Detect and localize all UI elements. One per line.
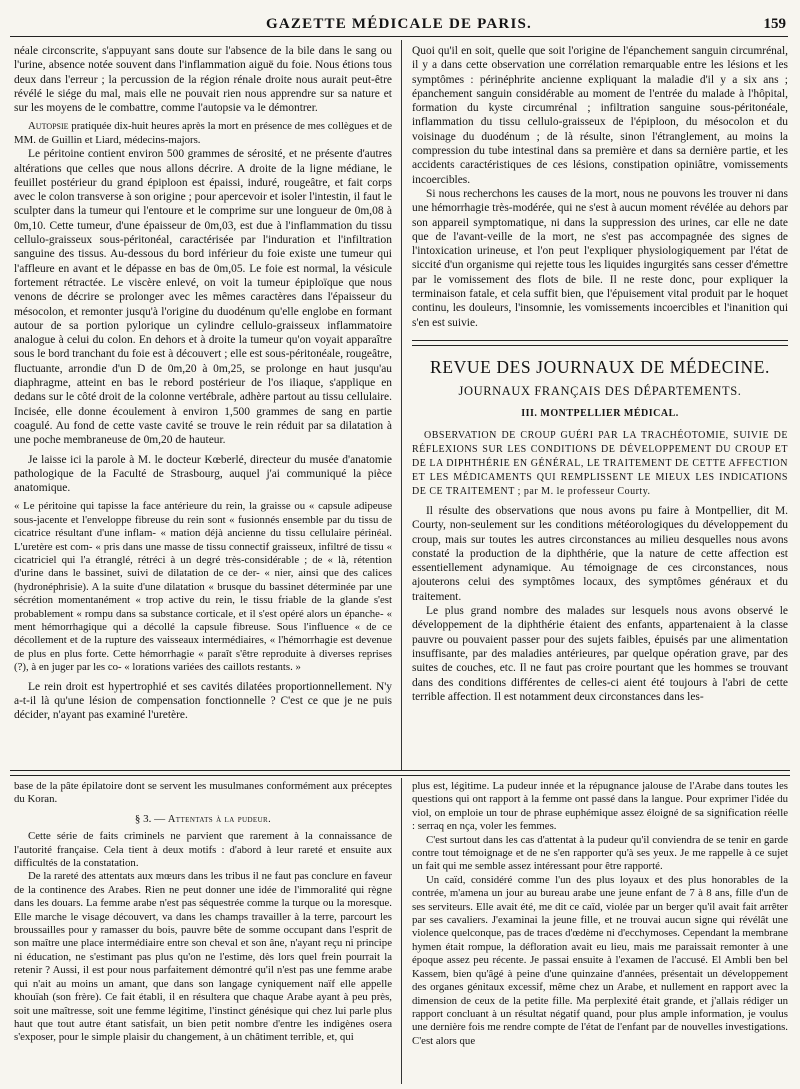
revue-subtitle: JOURNAUX FRANÇAIS DES DÉPARTEMENTS. (458, 383, 742, 398)
paragraph: Cette série de faits criminels ne parvient que rarement à la connaissance de l'autorité française. Cela tient à deux motifs : d'abord à leur rareté et ensuite aux difficultés de la constatation. (14, 830, 392, 870)
autopsy-text: pratiquée dix-huit heures après la mort en présence de mes collègues et de MM. de Guillin et Liard, médecins-majors. (14, 120, 392, 146)
paragraph: Le rein droit est hypertrophié et ses cavités dilatées proportionnellement. N'y a-t-il là qu'une lésion de compensation fonctionnelle ? C'est ce que je ne puis décider, n'ayant pas examiné l'uretère. (14, 680, 392, 722)
paragraph: Si nous recherchons les causes de la mort, nous ne pouvons les trouver ni dans une hémorrhagie très-modérée, qui ne s'est à aucun moment révélée au dehors par son appareil symptomatique, ni dans la suppression des urines, car elle ne date que de l'avant-veille de la mort, ne s'est pas accompagnée des signes de l'intoxication urineuse, et l'on peut l'expliquer physiologiquement par l'état de siccité d'un organisme qui rejette tous les liquides ingurgités sans cesser d'émettre par le vomissement des flots de bile. Il ne reste donc, pour expliquer la terminaison fatale, et cela suffit bien, que l'épuisement vital produit par le hoquet continu, les douleurs, l'insomnie, les vomissements incoercibles et l'inanition qui s'en est suivie. (412, 187, 788, 329)
section-rule (412, 340, 788, 346)
page-number: 159 (763, 16, 786, 32)
right-column-bottom (412, 780, 788, 1085)
page-header (10, 14, 788, 37)
paragraph: plus est, légitime. La pudeur innée et la répugnance jalouse de l'Arabe dans toutes les questions qui ont rapport à la femme ont passé dans la langue. Pour exprimer l'idée du viol, on emploie un tour de phrase euphémique assez éloigné de sa signification réelle : serraq en nça, voler les femmes. (412, 780, 788, 833)
autopsy-lead: Autopsie (28, 120, 69, 133)
observation-title: OBSERVATION DE CROUP GUÉRI PAR LA TRACHÉOTOMIE, SUIVIE DE RÉFLEXIONS SUR LES CONDITIONS DE DÉVELOPPEMENT DU CROUP ET DE LA DIPHTHÉRIE EN GÉNÉRAL, LE TRAITEMENT DE CETTE AFFECTION ET LES MÉDICAMENTS QUI REMPLISSENT LE MIEUX LES INDICATIONS DE CE TRAITEMENT ; par M. le professeur Courty. (412, 429, 788, 497)
paragraph: néale circonscrite, s'appuyant sans doute sur l'absence de la bile dans le sang ou l'urine, absence notée souvent dans l'inflammation aiguë du foie. Nous étions tous deux dans l'erreur ; la percussion de la région rénale droite nous aurait peut-être révélé le siége du mal, mais elle ne pouvait rien nous apprendre sur sa nature et sur les moyens de le combattre, comme l'autopsie va le démontrer. (14, 45, 392, 115)
left-column-top (14, 44, 392, 766)
section-heading (14, 813, 392, 826)
revue-title: REVUE DES JOURNAUX DE MÉDECINE. (430, 356, 770, 377)
column-divider (401, 778, 402, 1084)
paragraph: base de la pâte épilatoire dont se servent les musulmanes conformément aux préceptes du Koran. (14, 780, 392, 806)
paragraph: Quoi qu'il en soit, quelle que soit l'origine de l'épanchement sanguin circumrénal, il y a dans cette observation une corrélation remarquable entre les lésions et les symptômes : périnéphrite ancienne expliquant la maladie d'il y a six ans ; épanchement sanguin considérable au moment de l'entrée du malade à l'hôpital, formation du kyste circumrénal ; infiltration sanguine sous-péritonéale, inflammation du tissu cellulo-graisseux de l'épiploon, du mésocolon et du voisinage du duodénum ; de là résulte, sinon l'étranglement, au moins la compression du tube intestinal dans sa première et dans sa dernière partie, et les accidents caractéristiques de ces lésions, constipation opiniâtre, vomissements incoercibles. (412, 45, 788, 186)
paragraph: Un caïd, considéré comme l'un des plus loyaux et des plus honorables de la contrée, m'amena un jour au bureau arabe une jeune enfant de 7 à 8 ans, fille d'un de ses serviteurs. Elle avait été, me dit ce caïd, violée par un berger qu'il avait fait arrêter par ses cavaliers. J'examinai la jeune fille, et ne trouvai aucun signe qui révélât une violence quelconque, pas de traces d'œdème ni d'ecchymoses. Cependant la membrane hymen était rompue, la défloration avait eu lieu, mais me paraissait remonter à une époque assez peu récente. Je passai ensuite à l'examen de l'accusé. El Ambli ben bel Kassem, bien qu'âgé à peine d'une quinzaine d'années, présentait un développement des organes génitaux excessif, même chez un Arabe, et nullement en rapport avec la dimension de ceux de la petite fille. Ma perplexité était grande, et j'allais rédiger un rapport concluant à un résultat négatif quand, pour plus ample information, je voulus une dernière fois me rendre compte de l'état de l'enfant par de nouvelles investigations. C'est alors que (412, 873, 788, 1047)
right-column-top (412, 44, 788, 766)
quoted-report: « Le péritoine qui tapisse la face antérieure du rein, la graisse ou « capsule adipeuse sous-jacente et l'enveloppe fibreuse du rein sont « fusionnés ensemble par du tissu de cicatrice résultant d'une inflam- « mation déjà ancienne du tissu cellulaire périnéal. L'uretère est com- « pris dans une masse de tissu connectif graisseux, infiltré de tissu « cicatriciel qui l'a étranglé, rétréci à un degré très-considérable ; de « là, rétention d'urine dans le bassinet, suivi de dilatation de ce der- « nier, ainsi que des calices (hydronéphrisie). A la suite d'une dilatation « brusque du bassinet déterminée par une sécrétion momentanément « trop active du rein, le tissu friable de la glande s'est probablement « rompu dans sa substance corticale, et il s'est opéré alors un épanche- « ment hémorrhagique qui a décollé la capsule fibreuse. Sous l'influence « de ce décollement et de la rupture des vaisseaux intermédiaires, « l'hémorrhagie est devenue de plus en plus forte. Cette hémorrhagie « paraît s'être reproduite à diverses reprises (?), à en juger par les co- « lorations variées des caillots restants. » (14, 500, 392, 674)
column-divider (401, 40, 402, 770)
paragraph: Le plus grand nombre des malades sur lesquels nous avons observé le développement de la diphthérie étaient des enfants, appartenaient à la classe pauvre ou pouvaient passer pour des sujets faibles, épuisés par une alimentation insuffisante, par des maladies antérieures, par quelque opération grave, par des suites de couches, etc. Il ne faut pas croire pourtant que les hommes se trouvant dans des conditions différentes de celles-ci aient été toujours à l'abri de cette terrible affection. Il est notamment deux circonstances dans les- (412, 605, 788, 703)
paragraph: Il résulte des observations que nous avons pu faire à Montpellier, dit M. Courty, non-seulement sur les conditions météorologiques du développement du croup, mais sur toutes les autres circonstances au milieu desquelles nous avons constaté la production de la diphthérie, que la nature de cette affection est essentiellement adynamique. Au témoignage de ces circonstances, nous ajouterons celui des symptômes locaux, des symptômes généraux et du traitement. (412, 504, 788, 603)
autopsy-paragraph (14, 120, 392, 147)
revue-section: III. MONTPELLIER MÉDICAL. (521, 407, 679, 419)
paragraph: De la rareté des attentats aux mœurs dans les tribus il ne faut pas conclure en faveur de la continence des Arabes. Rien ne peut donner une idée de l'immoralité qui règne dans les douars. La femme arabe n'est pas séquestrée comme la turque ou la moresque. Elle marche le visage découvert, va dans les champs travailler à la terre, parcourt les broussailles pour y ramasser du bois, pauvre bête de somme occupant dans l'esprit de son maître une place intermédiaire entre son cheval et son âne, n'ayant reçu ni principe ni éducation, ne s'estimant pas plus qu'on ne l'estime, dès lors quel frein pourrait la retenir ? Aussi, il est pour nous parfaitement démontré qu'il n'est pas une femme arabe qui n'ait au moins un amant, que dans son langage cyniquement naïf elle appelle khouïah (son frère). Ce fait établi, il en résultera que chaque Arabe ayant à peu près, soit une maîtresse, soit une femme légitime, l'instinct génésique qui chez lui parle plus haut que tout autre étant satisfait, un bien petit nombre d'entre les indigènes osera s'exposer, pour le simple plaisir du changement, à un châtiment terrible, et, qui (14, 870, 392, 1044)
left-column-bottom (14, 780, 392, 1085)
journal-title: GAZETTE MÉDICALE DE PARIS. (266, 16, 532, 32)
paragraph: Le péritoine contient environ 500 grammes de sérosité, et ne présente d'autres altérations que celles que nous allons décrire. A droite de la ligne médiane, le feuillet postérieur du grand épiploon est épaissi, induré, rougeâtre, et fait corps avec le colon transverse à son origine ; pour apercevoir et isoler l'intestin, il faut le sculpter dans la tumeur qui l'entoure et le comprime sur une longueur de 0m,08 à 0m,10. Cette tumeur, d'une épaisseur de 0m,03, est due à l'inflammation du tissu cellulo-graisseux sous-péritonéal, caractérisée par l'induration et l'infiltration sanguine des tissus. Au-dessous du bord inférieur du foie existe une tumeur qui l'affleure en avant et le dépasse en bas de 0m,05. Le foie est normal, la vésicule fortement rétractée. Le viscère enlevé, on voit la tumeur épiploïque que nous venons de décrire se prolonger avec les mêmes caractères dans l'épaisseur du mésocolon, et remonter jusqu'à l'origine du duodénum qu'elle englobe en formant autour de sa portion pylorique un cylindre cellulo-graisseux inflammatoire analogue à celui du colon. En dehors et à droite la tumeur qu'on voyait apparaître sous le bord tranchant du foie est à découvert ; elle est sous-péritonéale, rougeâtre, fluctuante, arrondie d'un D de 0m,20 à 0m,25, se prolonge en haut jusqu'au diaphragme, atteint en bas le rebord postérieur de l'os iliaque, s'applique en dedans sur le côté droit de la colonne vertébrale, adhère partout au tissu cellulaire. Incisée, elle donne écoulement à environ 1,500 grammes de sang en partie coagulé. Au fond de cette vaste cavité se trouve le rein réduit par sa dilatation à une poche membraneuse de 0m,20 de hauteur. (14, 148, 392, 447)
paragraph: Je laisse ici la parole à M. le docteur Kœberlé, directeur du musée d'anatomie pathologique de la Faculté de Strasbourg, auquel j'ai communiqué la pièce anatomique. (14, 453, 392, 495)
paragraph: C'est surtout dans les cas d'attentat à la pudeur qu'il conviendra de se tenir en garde contre tout témoignage et de ne s'en rapporter qu'à ses yeux. Je me rappelle à ce sujet un fait qui me semble assez intéressant pour être rapporté. (412, 833, 788, 873)
section-number: § 3. — (134, 812, 166, 825)
section-title: Attentats à la pudeur. (167, 813, 272, 825)
page-separator (10, 770, 790, 776)
